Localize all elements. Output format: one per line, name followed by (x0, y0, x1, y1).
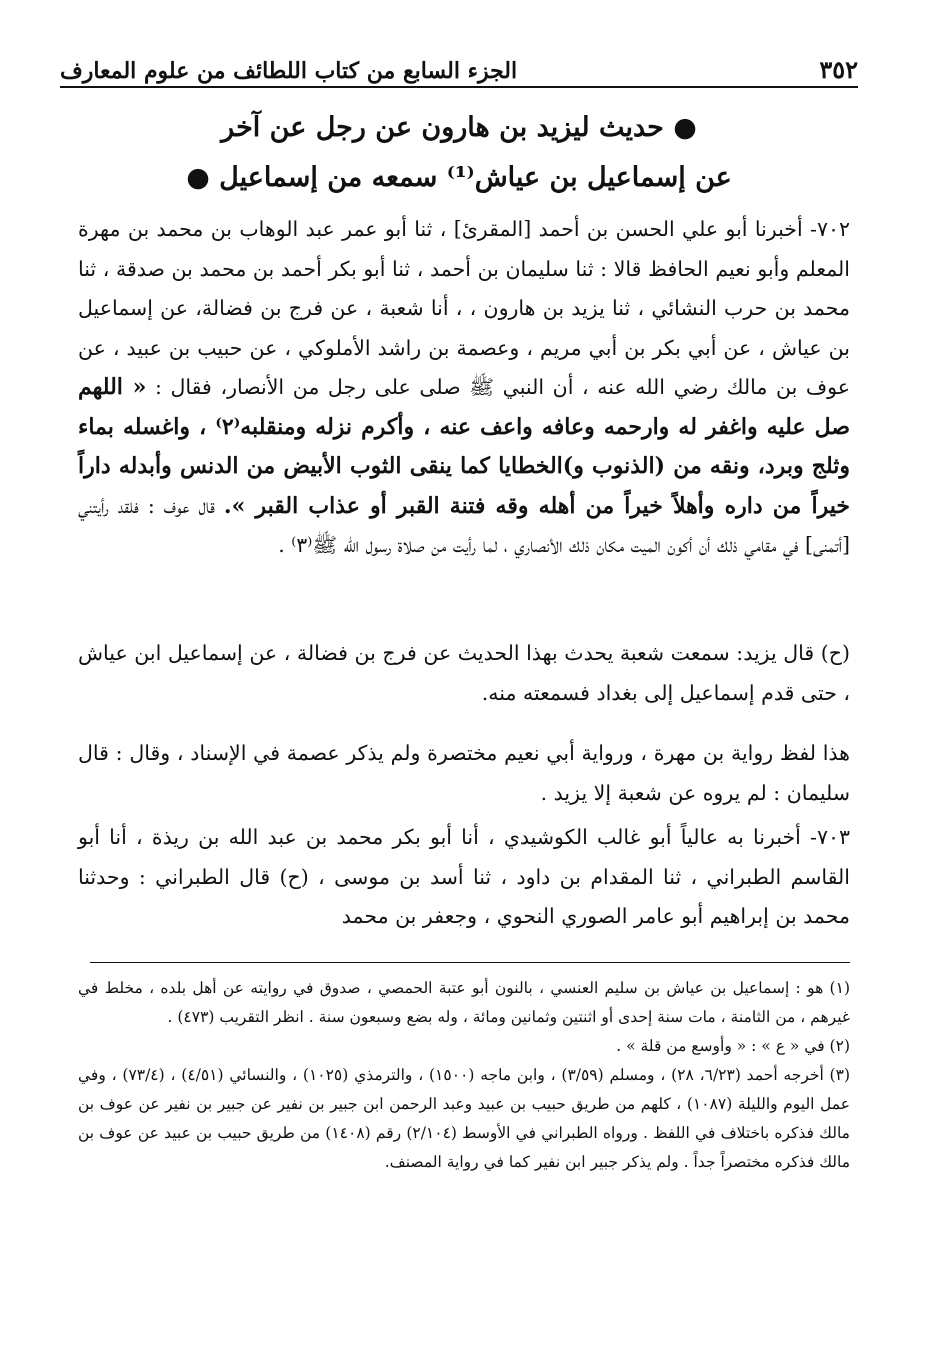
running-header (60, 52, 858, 88)
footnote-1: (١) هو : إسماعيل بن عياش بن سليم العنسي ، بالنون أبو عتبة الحمصي ، صدوق في روايته عن أهل بلده ، مخلط في غيرهم ، من الثامنة ، مات سنة إحدى أو اثنتين وثمانين ومائة ، وله بضع وسبعون سنة . انظر التقريب (٤٧٣) . (78, 979, 850, 1026)
page-number: ٣٥٢ (819, 55, 858, 84)
running-title: الجزء السابع من كتاب اللطائف من علوم المعارف (60, 58, 518, 84)
footnote-2: (٢) في « ع » : « وأوسع من قلة » . (616, 1037, 850, 1055)
paragraph-note: هذا لفظ رواية بن مهرة ، ورواية أبي نعيم مختصرة ولم يذكر عصمة في الإسناد ، وقال : قال سليمان : لم يروه عن شعبة إلا يزيد . (78, 741, 850, 805)
footnote-3: (٣) أخرجه أحمد (٦/٢٣، ٢٨) ، ومسلم (٣/٥٩) ، وابن ماجه (١٥٠٠) ، والترمذي (١٠٢٥) ، والنسائي (٤/٥١) ، (٧٣/٤) ، وفي عمل اليوم والليلة (١٠٨٧) ، كلهم من طريق حبيب بن عبيد وعبد الرحمن ابن جبير بن نفير عن جبير بن نفير عن عوف بن مالك فذكره باختلاف في اللفظ . ورواه الطبراني في الأوسط (٢/١٠٤) رقم (١٤٠٨) من طريق حبيب بن عبيد عن عوف بن مالك فذكره مختصراً جداً . ولم يذكر جبير ابن نفير كما في رواية المصنف. (78, 1066, 850, 1171)
hadith-703: ٧٠٣- أخبرنا به عالياً أبو غالب الكوشيدي ، أنا أبو بكر محمد بن عبد الله بن ريذة ، أنا أبو القاسم الطبراني ، ثنا المقدام بن داود ، ثنا أسد بن موسى ، (ح) قال الطبراني : وحدثنا محمد بن إبراهيم أبو عامر الصوري النحوي ، وجعفر بن محمد (78, 825, 850, 928)
footnotes (78, 974, 850, 1177)
hadith-702-dua: « اللهم صل عليه واغفر له وارحمه وعافه واعف عنه ، وأكرم نزله ومنقلبه⁽٢⁾ ، واغسله بماء وثلج وبرد، ونقه من (الذنوب و)الخطايا كما ينقى الثوب الأبيض من الدنس وأبدله داراً خيراً من داره وأهلاً خيراً من أهله وقه فتنة القبر أو عذاب القبر ». (78, 374, 851, 519)
hadith-702-isnad: ٧٠٢- أخبرنا أبو علي الحسن بن أحمد [المقرئ] ، ثنا أبو عمر عبد الوهاب بن محمد بن مهرة المعلم وأبو نعيم الحافظ قالا : ثنا سليمان بن أحمد ، ثنا أبو بكر أحمد بن محمد بن صدقة ، ثنا محمد بن حرب النشائي ، ثنا يزيد بن هارون ، ، أنا شعبة ، عن فرج بن فضالة، عن إسماعيل بن عياش ، عن أبي بكر بن أبي مريم ، وعصمة بن راشد الأملوكي ، عن حبيب بن عبيد ، عن عوف بن مالك رضي الله عنه ، أن النبي ﷺ صلى على رجل من الأنصار، فقال : (78, 217, 851, 399)
section-title-line1: ● حديث ليزيد بن هارون عن رجل عن آخر (221, 112, 697, 143)
footnote-divider (90, 962, 850, 963)
section-title-line2: عن إسماعيل بن عياش⁽¹⁾ سمعه من إسماعيل ● (186, 162, 732, 193)
hadith-702 (78, 210, 850, 566)
paragraph-ha: (ح) قال يزيد: سمعت شعبة يحدث بهذا الحديث عن فرج بن فضالة ، عن إسماعيل ابن عياش ، حتى قدم إسماعيل إلى بغداد فسمعته منه. (78, 641, 850, 705)
hadith-702-tail: قال عوف : فلقد رأيتني [أتمنى] في مقامي ذلك أن أكون الميت مكان ذلك الأنصاري ، لما رأيت من صلاة رسول الله ﷺ⁽٣⁾ . (78, 493, 850, 557)
